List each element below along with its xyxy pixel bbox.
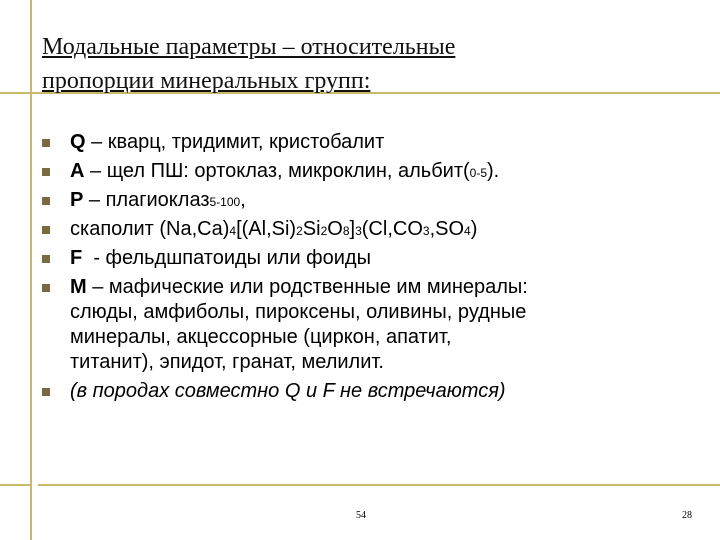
- left-vertical-rule: [30, 0, 32, 540]
- subscript: 8: [342, 224, 350, 238]
- symbol-f: F: [70, 247, 83, 269]
- formula-part: ): [470, 218, 478, 240]
- square-bullet-icon: [42, 197, 50, 205]
- symbol-q: Q: [70, 131, 86, 153]
- list-item-a: [42, 159, 702, 184]
- subscript: 3: [422, 224, 430, 238]
- title-line-1: Модальные параметры – относительные: [42, 34, 456, 60]
- list-item-scapolite: [42, 217, 702, 242]
- footer-rule-left: [0, 484, 30, 486]
- list-item-q: [42, 130, 702, 155]
- formula-part: (Cl,CO: [361, 218, 423, 240]
- symbol-p: P: [70, 189, 84, 211]
- subscript: 2: [320, 224, 328, 238]
- item-text: – кварц, тридимит, кристобалит: [85, 131, 385, 153]
- square-bullet-icon: [42, 388, 50, 396]
- formula-part: ]: [349, 218, 356, 240]
- bullet-list: [42, 130, 702, 408]
- subscript: 4: [464, 224, 471, 238]
- square-bullet-icon: [42, 255, 50, 263]
- subscript: 4: [229, 224, 237, 238]
- item-text-line-3: минералы, акцессорные (циркон, апатит,: [70, 326, 452, 348]
- formula-part: ,SO: [429, 218, 465, 240]
- square-bullet-icon: [42, 226, 50, 234]
- page-number-right: 28: [682, 510, 692, 521]
- square-bullet-icon: [42, 284, 50, 292]
- item-text: (в породах совместно Q и F не встречаются): [70, 380, 506, 402]
- square-bullet-icon: [42, 139, 50, 147]
- item-text: – плагиоклаз: [83, 189, 210, 211]
- formula-part: [(Al,Si): [236, 218, 297, 240]
- subscript: 3: [355, 224, 362, 238]
- list-item-m: [42, 275, 702, 375]
- item-text: - фельдшпатоиды или фоиды: [82, 247, 371, 269]
- item-text-line-4: титанит), эпидот, гранат, мелилит.: [70, 351, 384, 373]
- symbol-m: M: [70, 276, 87, 298]
- item-text-line-1: – мафические или родственные им минералы:: [86, 276, 528, 298]
- item-text: – щел ПШ: ортоклаз, микроклин, альбит(: [84, 160, 470, 182]
- formula-part: O: [327, 218, 343, 240]
- list-item-f: [42, 246, 702, 271]
- symbol-a: A: [70, 160, 85, 182]
- square-bullet-icon: [42, 168, 50, 176]
- subscript: 2: [296, 224, 303, 238]
- item-text-line-2: слюды, амфиболы, пироксены, оливины, рудные: [70, 301, 527, 323]
- item-tail: ).: [487, 160, 500, 182]
- title-line-2: пропорции минеральных групп:: [42, 68, 371, 94]
- list-item-note: [42, 379, 702, 404]
- slide-title: [42, 30, 682, 98]
- formula-part: скаполит (Na,Ca): [70, 218, 230, 240]
- formula-part: Si: [302, 218, 321, 240]
- item-tail: ,: [240, 189, 246, 211]
- list-item-p: [42, 188, 702, 213]
- subscript: 0-5: [469, 166, 488, 180]
- subscript: 5-100: [209, 195, 241, 209]
- page-number-center: 54: [356, 510, 366, 521]
- footer-rule: [38, 484, 720, 486]
